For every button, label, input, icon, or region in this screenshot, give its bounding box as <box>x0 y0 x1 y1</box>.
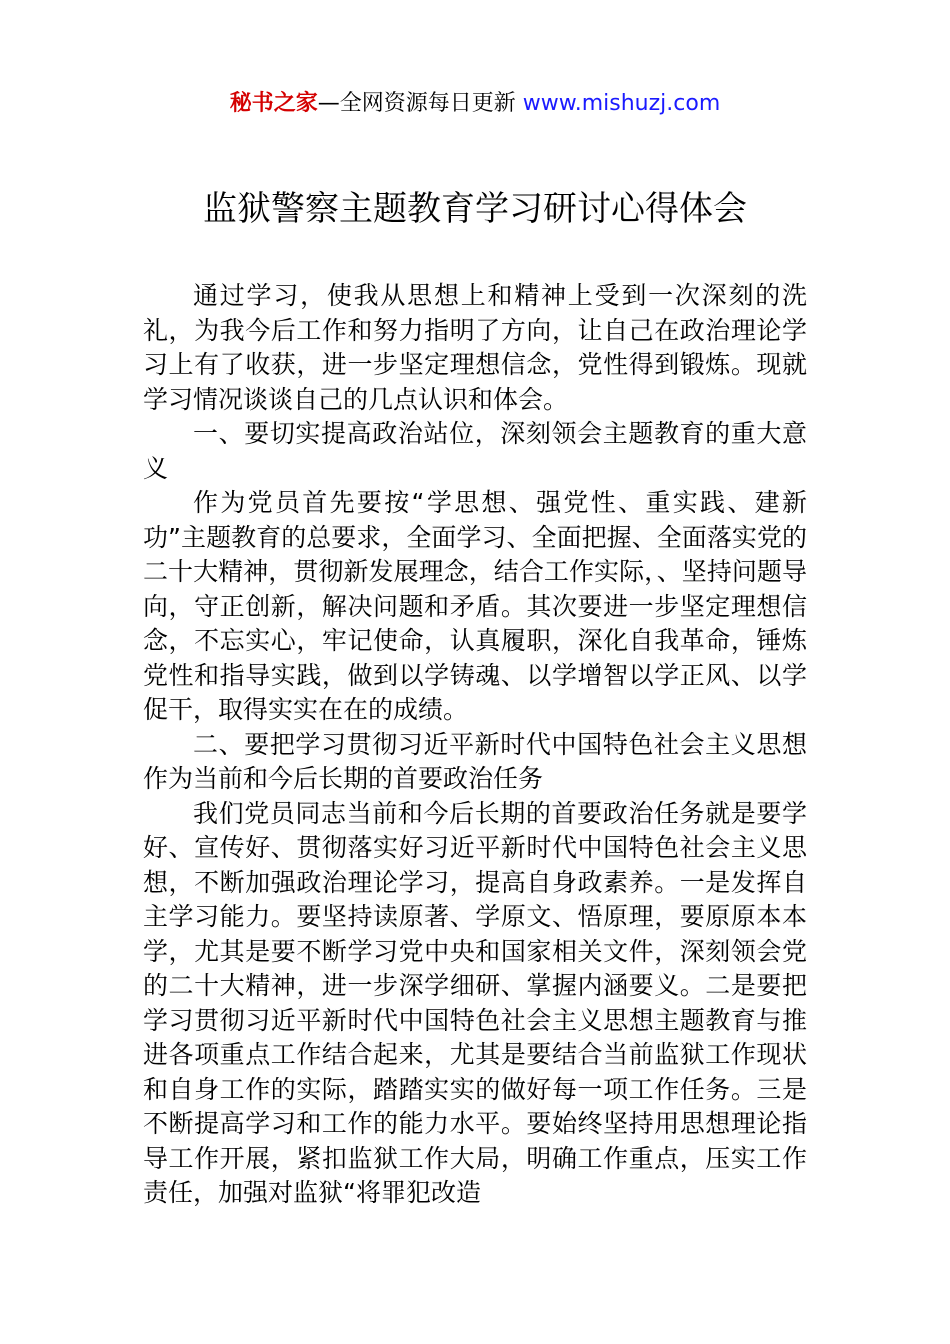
site-url-link[interactable]: www.mishuzj.com <box>522 91 721 116</box>
section-heading-2: 二、要把学习贯彻习近平新时代中国特色社会主义思想作为当前和今后长期的首要政治任务 <box>143 729 807 793</box>
paragraph-section-1: 作为党员首先要按“学思想、强党性、重实践、建新功”主题教育的总要求，全面学习、全面把握、全面落实党的二十大精神，贯彻新发展理念，结合工作实际，、坚持问题导向，守正创新，解决问题和矛盾。其次要进一步坚定理想信念，不忘实心，牢记使命，认真履职，深化自我革命，锤炼党性和指导实践，做到以学铸魂、以学增智以学正风、以学促干，取得实实在在的成绩。 <box>143 488 807 724</box>
site-header <box>0 84 950 124</box>
document-title: 监狱警察主题教育学习研讨心得体会 <box>203 189 747 229</box>
paragraph-intro: 通过学习，使我从思想上和精神上受到一次深刻的洗礼，为我今后工作和努力指明了方向，让自己在政治理论学习上有了收获，进一步坚定理想信念，党性得到锻炼。现就学习情况谈谈自己的几点认识和体会。 <box>143 281 807 414</box>
site-brand: 秘书之家 <box>229 91 318 116</box>
document-body <box>143 279 807 1211</box>
paragraph-section-2: 我们党员同志当前和今后长期的首要政治任务就是要学好、宣传好、贯彻落实好习近平新时代中国特色社会主义思想，不断加强政治理论学习，提高自身政素养。一是发挥自主学习能力。要坚持读原著、学原文、悟原理，要原原本本学，尤其是要不断学习党中央和国家相关文件，深刻领会党的二十大精神，进一步深学细研、掌握内涵要义。二是要把学习贯彻习近平新时代中国特色社会主义思想主题教育与推进各项重点工作结合起来，尤其是要结合当前监狱工作现状和自身工作的实际，踏踏实实的做好每一项工作任务。三是不断提高学习和工作的能力水平。要始终坚持用思想理论指导工作开展，紧扣监狱工作大局，明确工作重点，压实工作责任，加强对监狱“将罪犯改造 <box>143 798 807 1207</box>
site-tagline: —全网资源每日更新 <box>317 91 516 116</box>
section-heading-1: 一、要切实提高政治站位，深刻领会主题教育的重大意义 <box>143 419 807 483</box>
